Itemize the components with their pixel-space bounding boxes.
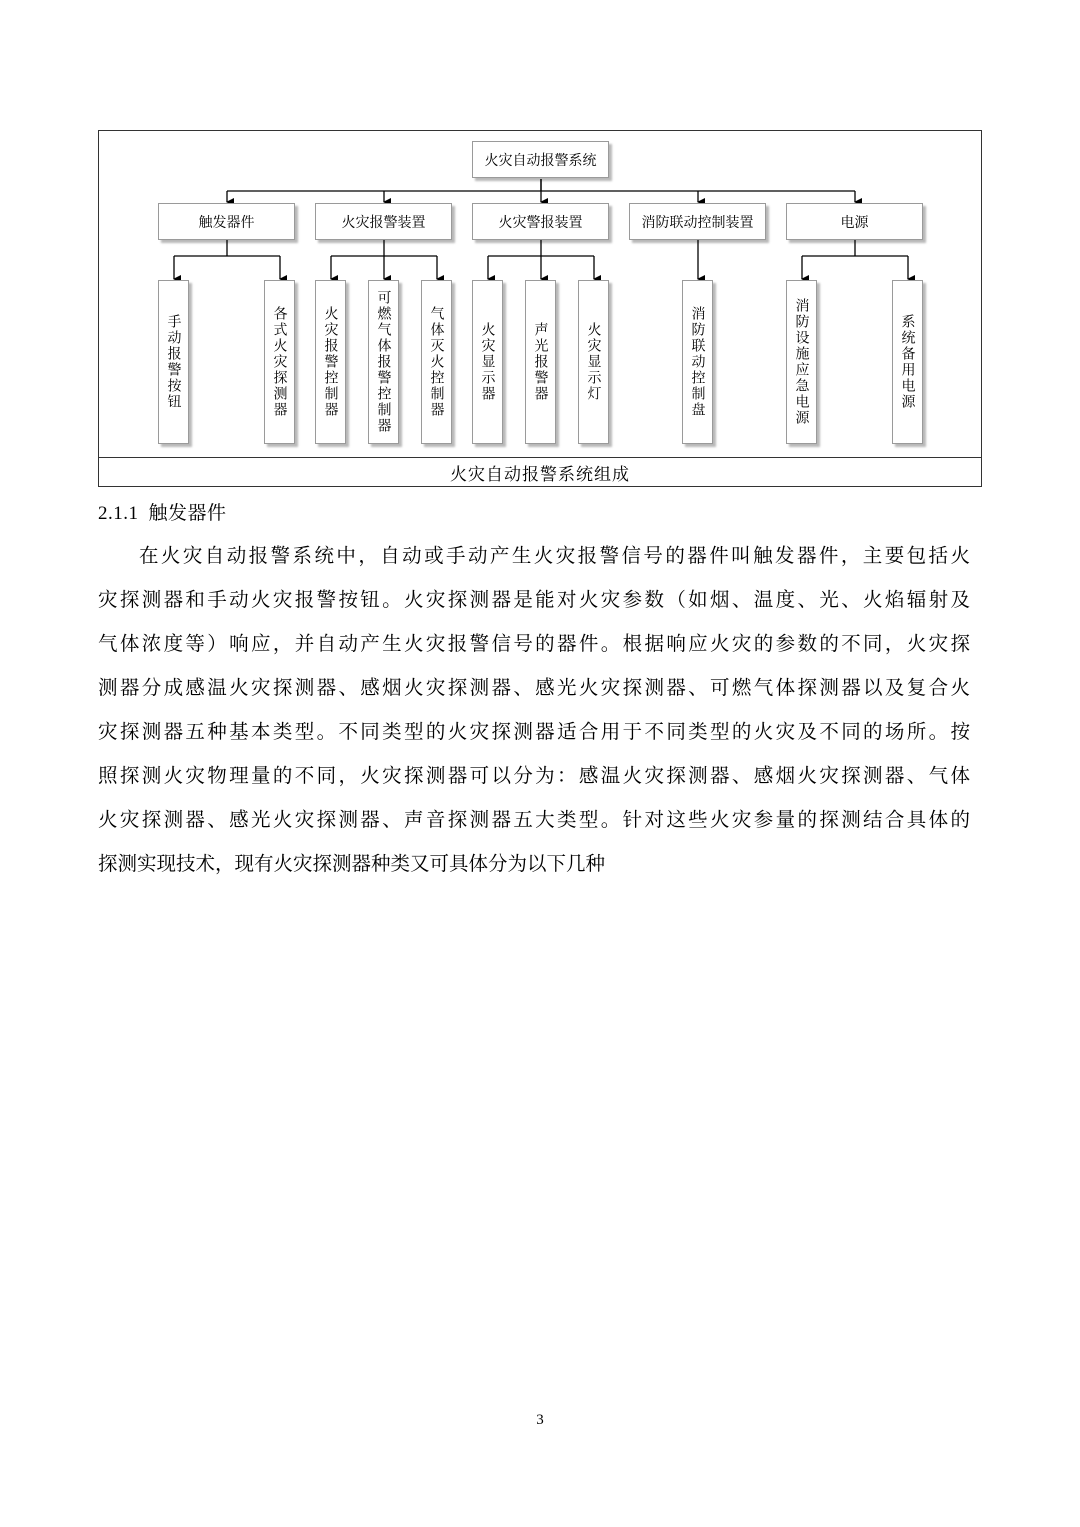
category-power-supply: 电源	[786, 203, 923, 240]
root-node: 火灾自动报警系统	[472, 141, 609, 178]
paragraph-line: 火灾探测器、感光火灾探测器、声音探测器五大类型。针对这些火灾参量的探测结合具体的	[98, 808, 970, 831]
leaf-gas-extinguish-controller: 气体灭火控制器	[421, 280, 452, 444]
leaf-sound-light-alarm: 声光报警器	[525, 280, 556, 444]
category-linkage-control: 消防联动控制装置	[629, 203, 766, 240]
leaf-gas-alarm-controller: 可燃气体报警控制器	[368, 280, 399, 444]
leaf-manual-alarm-button: 手动报警按钮	[158, 280, 189, 444]
paragraph-line: 气体浓度等）响应，并自动产生火灾报警信号的器件。根据响应火灾的参数的不同，火灾探	[98, 632, 970, 655]
category-warning-devices: 火灾警报装置	[472, 203, 609, 240]
paragraph-line: 测器分成感温火灾探测器、感烟火灾探测器、感光火灾探测器、可燃气体探测器以及复合火	[98, 676, 970, 699]
leaf-fire-alarm-controller: 火灾报警控制器	[315, 280, 346, 444]
section-title: 触发器件	[148, 502, 227, 524]
section-heading	[98, 498, 227, 525]
leaf-fire-detectors: 各式火灾探测器	[264, 280, 295, 444]
leaf-fire-display-lamp: 火灾显示灯	[578, 280, 609, 444]
category-alarm-devices: 火灾报警装置	[315, 203, 452, 240]
leaf-backup-power: 系统备用电源	[892, 280, 923, 444]
paragraph-line: 探测实现技术，现有火灾探测器种类又可具体分为以下几种	[98, 852, 606, 875]
figure-caption: 火灾自动报警系统组成	[99, 457, 981, 486]
paragraph-line: 在火灾自动报警系统中，自动或手动产生火灾报警信号的器件叫触发器件，主要包括火	[139, 544, 970, 567]
system-diagram	[98, 130, 982, 487]
category-trigger-devices: 触发器件	[158, 203, 295, 240]
body-paragraph	[98, 534, 970, 886]
paragraph-line: 照探测火灾物理量的不同，火灾探测器可以分为：感温火灾探测器、感烟火灾探测器、气体	[98, 764, 970, 787]
leaf-linkage-control-panel: 消防联动控制盘	[682, 280, 713, 444]
leaf-fire-display: 火灾显示器	[472, 280, 503, 444]
paragraph-line: 灾探测器和手动火灾报警按钮。火灾探测器是能对火灾参数（如烟、温度、光、火焰辐射及	[98, 588, 970, 611]
leaf-emergency-power: 消防设施应急电源	[786, 280, 817, 444]
section-number: 2.1.1	[98, 503, 139, 524]
page-number: 3	[536, 1412, 544, 1428]
paragraph-line: 灾探测器五种基本类型。不同类型的火灾探测器适合用于不同类型的火灾及不同的场所。按	[98, 720, 970, 743]
